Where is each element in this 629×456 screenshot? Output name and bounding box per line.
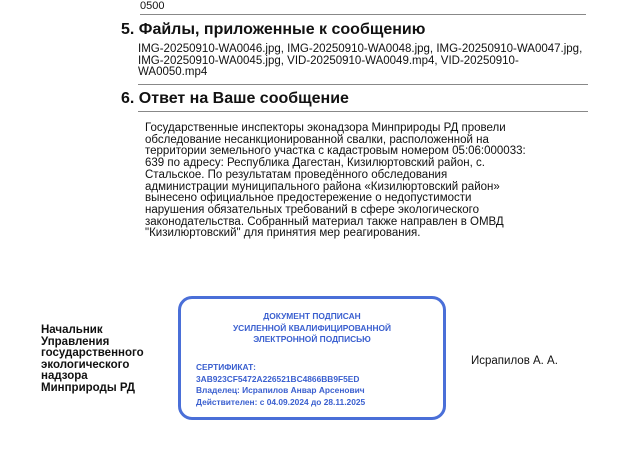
stamp-title: ДОКУМЕНТ ПОДПИСАН УСИЛЕННОЙ КВАЛИФИЦИРОВАННОЙ ЭЛЕКТРОННОЙ ПОДПИСЬЮ: [232, 311, 392, 344]
certificate-label: СЕРТИФИКАТ:: [196, 362, 256, 372]
signer-name: Исрапилов А. А.: [471, 355, 558, 367]
certificate-info: [196, 362, 436, 408]
section-5-title: 5. Файлы, приложенные к сообщению: [121, 21, 426, 38]
certificate-owner: Владелец: Исрапилов Анвар Арсенович: [196, 385, 365, 395]
certificate-number: 3AB923CF5472A226521BC4866BB9F5ED: [196, 373, 360, 384]
certificate-validity: Действителен: с 04.09.2024 до 28.11.2025: [196, 396, 366, 407]
divider: [138, 84, 588, 85]
section-6-title: 6. Ответ на Ваше сообщение: [121, 90, 349, 107]
electronic-signature-stamp: [178, 296, 446, 420]
previous-section-fragment: 0500: [140, 0, 165, 12]
response-text: Государственные инспекторы эконадзора Минприроды РД провели обследование несанкционированной свалки, расположенной на территории земельного участка с кадастровым номером 05:06:000033: 639 по адресу: Республика Дагестан, Кизилюртовский район, с. Стальское. По результатам проведённого обследования администрации муниципального района «Кизилюртовский район» вынесено официальное предостережение о недопустимости нарушения обязательных требований в сфере экологического законодательства. Собранный материал также направлен в ОМВД "Кизилюртовский" для принятия мер реагирования.: [145, 122, 526, 240]
divider: [140, 14, 586, 15]
signer-position: Начальник Управления государственного экологического надзора Минприроды РД: [41, 324, 144, 394]
attached-files-list: IMG-20250910-WA0046.jpg, IMG-20250910-WA0048.jpg, IMG-20250910-WA0047.jpg, IMG-20250910-WA0045.jpg, VID-20250910-WA0049.mp4, VID-20250910-WA0050.mp4: [138, 43, 583, 78]
divider: [138, 111, 588, 112]
